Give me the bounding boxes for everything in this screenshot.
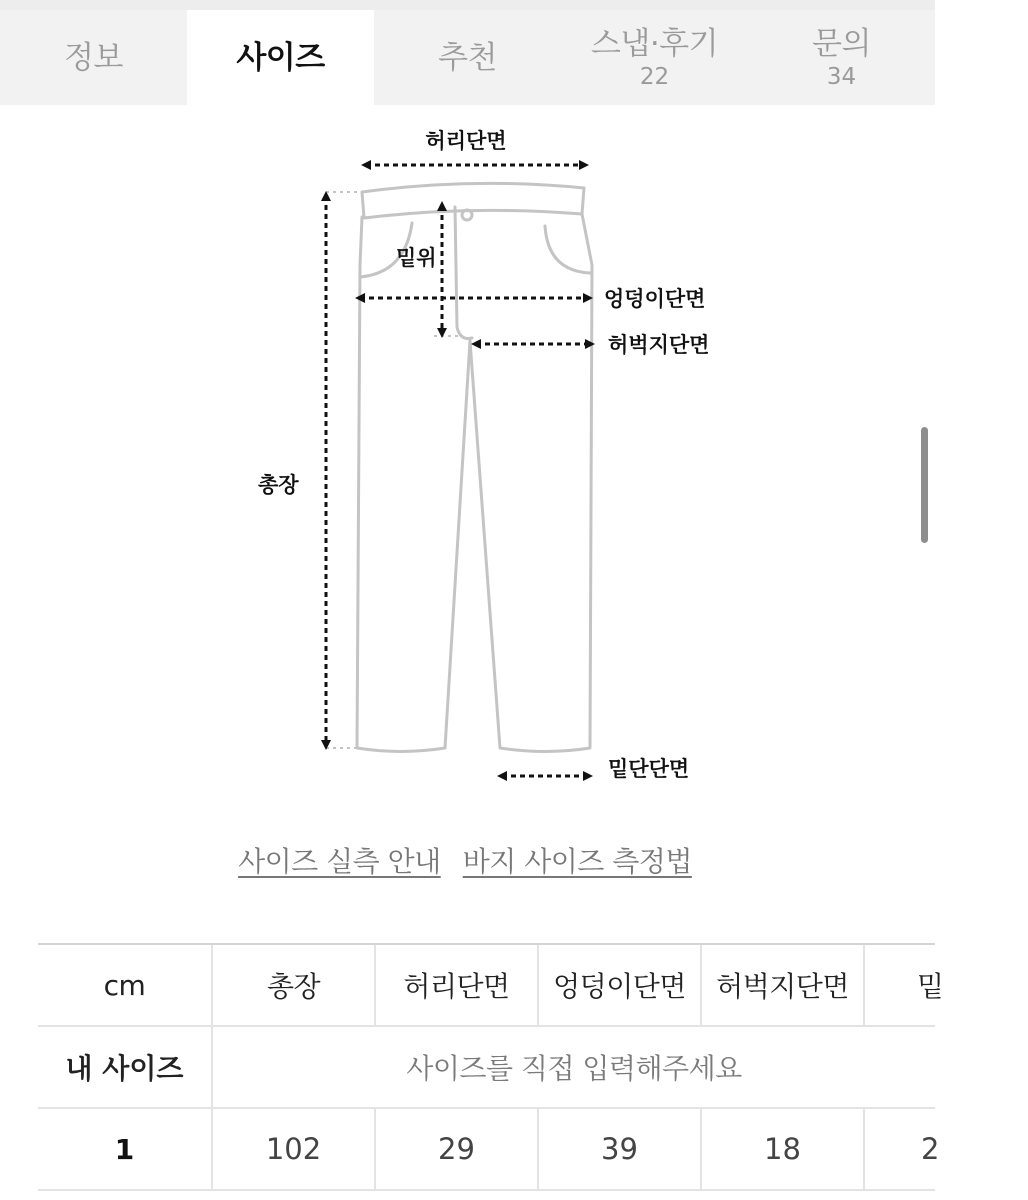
tab-label: 문의 [812, 25, 871, 62]
header-cell: 밑 [917, 970, 944, 1003]
length-label: 총장 [258, 473, 299, 497]
dotted-guides [326, 192, 462, 748]
hip-value-cell: 39 [539, 1109, 702, 1189]
rise-label: 밑위 [396, 246, 437, 270]
tab-label: 스냅·후기 [590, 25, 719, 62]
size-cell: 1 [38, 1109, 213, 1189]
measure-guide-link[interactable]: 사이즈 실측 안내 [238, 845, 441, 878]
hip-label: 엉덩이단면 [604, 287, 706, 311]
my-size-label: 내 사이즈 [38, 1027, 213, 1107]
my-size-row [38, 1027, 935, 1107]
tab-recommend[interactable] [374, 10, 561, 105]
pants-outline [357, 183, 592, 751]
top-strip [0, 0, 935, 10]
my-size-input[interactable]: 사이즈를 직접 입력해주세요 [406, 1052, 742, 1085]
tab-snap-review[interactable] [561, 10, 748, 105]
table-header-row [38, 945, 1028, 1025]
size-table [38, 943, 944, 1200]
rise-value-cell: 2 [921, 1132, 940, 1166]
button-icon [462, 210, 472, 220]
thigh-value-cell: 18 [702, 1109, 865, 1189]
product-tabs [0, 10, 935, 105]
waist-value-cell: 29 [376, 1109, 539, 1189]
tab-size[interactable] [187, 10, 374, 105]
header-cell: cm [38, 945, 213, 1025]
scrollbar[interactable] [921, 427, 928, 543]
hem-label: 밑단단면 [608, 757, 690, 781]
header-cell: 허벅지단면 [702, 945, 865, 1025]
thigh-label: 허벅지단면 [608, 333, 710, 357]
table-row [38, 1109, 1028, 1189]
tab-count: 34 [826, 63, 857, 90]
tab-label: 추천 [438, 39, 497, 76]
header-cell: 허리단면 [376, 945, 539, 1025]
length-value-cell: 102 [213, 1109, 376, 1189]
table-divider [38, 1189, 935, 1191]
header-cell: 엉덩이단면 [539, 945, 702, 1025]
pants-diagram-svg [0, 105, 935, 815]
tab-count: 22 [639, 63, 670, 90]
tab-info[interactable] [0, 10, 187, 105]
pants-method-link[interactable]: 바지 사이즈 측정법 [462, 845, 692, 878]
tab-label: 사이즈 [236, 39, 325, 76]
measurement-arrows [326, 165, 590, 776]
waist-label: 허리단면 [425, 129, 507, 153]
tab-label: 정보 [64, 39, 123, 76]
pants-measurement-diagram [0, 105, 935, 815]
header-cell: 총장 [213, 945, 376, 1025]
tab-inquiry[interactable] [748, 10, 935, 105]
size-guide-links [0, 840, 935, 884]
